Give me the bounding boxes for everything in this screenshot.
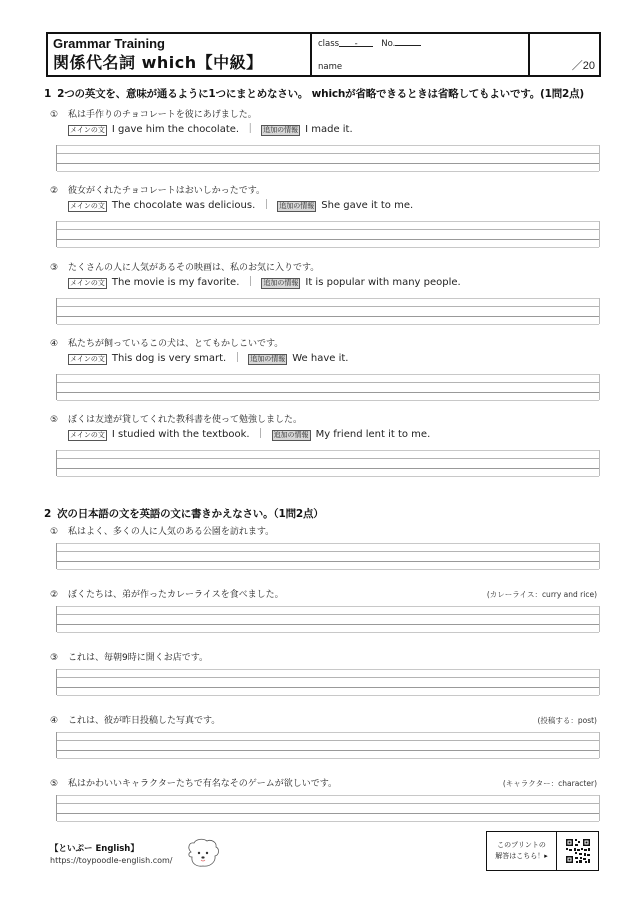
question-number: ③ [50,653,59,663]
question-2-4 [50,714,601,728]
answer-lines-1-4[interactable] [56,374,600,400]
question-1-2 [50,184,601,214]
question-japanese: これは、彼が昨日投稿した写真です。 [68,716,221,726]
question-1-5 [50,413,601,443]
footer-brand [50,842,173,865]
vocabulary-hint: (キャラクター：character) [502,779,597,788]
additional-sentence: My friend lent it to me. [315,429,431,440]
title-english: Grammar Training [53,36,165,51]
question-2-1 [50,525,601,539]
vocabulary-hint: (投稿する：post) [537,716,597,725]
question-japanese: 私は手作りのチョコレートを彼にあげました。 [68,110,257,120]
additional-info-tag: 追加の情報 [263,278,299,287]
additional-info-tag: 追加の情報 [250,354,286,363]
question-number: ④ [50,716,59,726]
answer-lines-2-2[interactable] [56,606,600,632]
score-cell[interactable] [530,34,599,75]
answer-lines-1-1[interactable] [56,145,600,171]
separator: ｜ [255,429,266,440]
question-number: ② [50,590,59,600]
separator: ｜ [232,353,243,364]
class-field[interactable] [339,39,373,47]
section-number: 1 [44,88,52,100]
question-1-3 [50,261,601,291]
main-sentence-tag: メインの文 [70,201,105,210]
question-2-5 [50,777,601,791]
main-sentence-tag: メインの文 [70,430,105,439]
main-sentence: The movie is my favorite. [111,277,240,288]
question-japanese: 私はよく、多くの人に人気のある公園を訪れます。 [68,527,275,537]
question-japanese: ぼくたちは、弟が作ったカレーライスを食べました。 [68,590,284,600]
worksheet-header [46,32,601,77]
section-2-title [44,506,324,521]
question-number: ② [50,186,59,196]
additional-sentence: We have it. [292,353,349,364]
number-field[interactable] [395,38,421,46]
class-label: class [318,39,340,49]
separator: ｜ [245,277,256,288]
separator: ｜ [261,200,272,211]
title-cell [48,34,312,75]
question-japanese: 私たちが飼っているこの犬は、とてもかしこいです。 [68,339,284,349]
student-info-cell [312,34,530,75]
question-2-3 [50,651,601,665]
answer-lines-1-5[interactable] [56,450,600,476]
question-japanese: ぼくは友達が貸してくれた教科書を使って勉強しました。 [68,415,303,425]
answer-link-box[interactable] [486,831,599,871]
title-japanese: 関係代名詞 which【中級】 [53,53,263,72]
main-sentence-tag: メインの文 [70,278,105,287]
question-1-1 [50,108,601,138]
class-separator: - [354,39,358,49]
additional-info-tag: 追加の情報 [273,430,309,439]
answer-lines-1-3[interactable] [56,298,600,324]
brand-name: 【といぷー English】 [50,844,139,854]
question-number: ⑤ [50,415,59,425]
main-sentence: The chocolate was delicious. [111,200,256,211]
vocabulary-hint [597,651,601,665]
question-1-4 [50,337,601,367]
answer-lines-2-5[interactable] [56,795,600,821]
main-sentence-tag: メインの文 [70,125,105,134]
question-japanese: これは、毎朝9時に開くお店です。 [68,653,209,663]
separator: ｜ [245,124,256,135]
site-url-link[interactable]: https://toypoodle-english.com/ [50,856,173,865]
additional-sentence: I made it. [305,124,353,135]
section-instruction: 次の日本語の文を英語の文に書きかえなさい。（1問2点） [57,508,324,520]
question-japanese: 私はかわいいキャラクターたちで有名なそのゲームが欲しいです。 [68,779,338,789]
question-number: ⑤ [50,779,59,789]
question-number: ① [50,110,59,120]
poodle-mascot-icon [183,838,223,868]
answer-line-2: 解答はこちら！▸ [495,852,548,860]
answer-link-text [487,832,557,870]
vocabulary-hint: (カレーライス：curry and rice) [486,590,597,599]
vocabulary-hint [597,525,601,539]
question-japanese: たくさんの人に人気があるその映画は、私のお気に入りです。 [68,263,320,273]
name-label: name [318,62,343,72]
answer-lines-2-3[interactable] [56,669,600,695]
section-1-title [44,86,584,101]
additional-sentence: It is popular with many people. [305,277,461,288]
number-label: No. [381,39,396,49]
answer-lines-1-2[interactable] [56,221,600,247]
answer-lines-2-4[interactable] [56,732,600,758]
main-sentence: I studied with the textbook. [111,429,250,440]
question-japanese: 彼女がくれたチョコレートはおいしかったです。 [68,186,266,196]
score-total: ／20 [571,60,595,72]
additional-info-tag: 追加の情報 [279,201,315,210]
additional-info-tag: 追加の情報 [263,125,299,134]
question-number: ④ [50,339,59,349]
answer-lines-2-1[interactable] [56,543,600,569]
main-sentence: I gave him the chocolate. [111,124,240,135]
section-instruction: 2つの英文を、意味が通るように1つにまとめなさい。 whichが省略できるときは省略してもよいです。(1問2点) [57,88,585,100]
main-sentence: This dog is very smart. [111,353,227,364]
answer-line-1: このプリントの [497,841,546,849]
additional-sentence: She gave it to me. [321,200,414,211]
question-2-2 [50,588,601,602]
question-number: ③ [50,263,59,273]
main-sentence-tag: メインの文 [70,354,105,363]
qr-code-icon[interactable] [557,832,598,870]
question-number: ① [50,527,59,537]
section-number: 2 [44,508,52,520]
